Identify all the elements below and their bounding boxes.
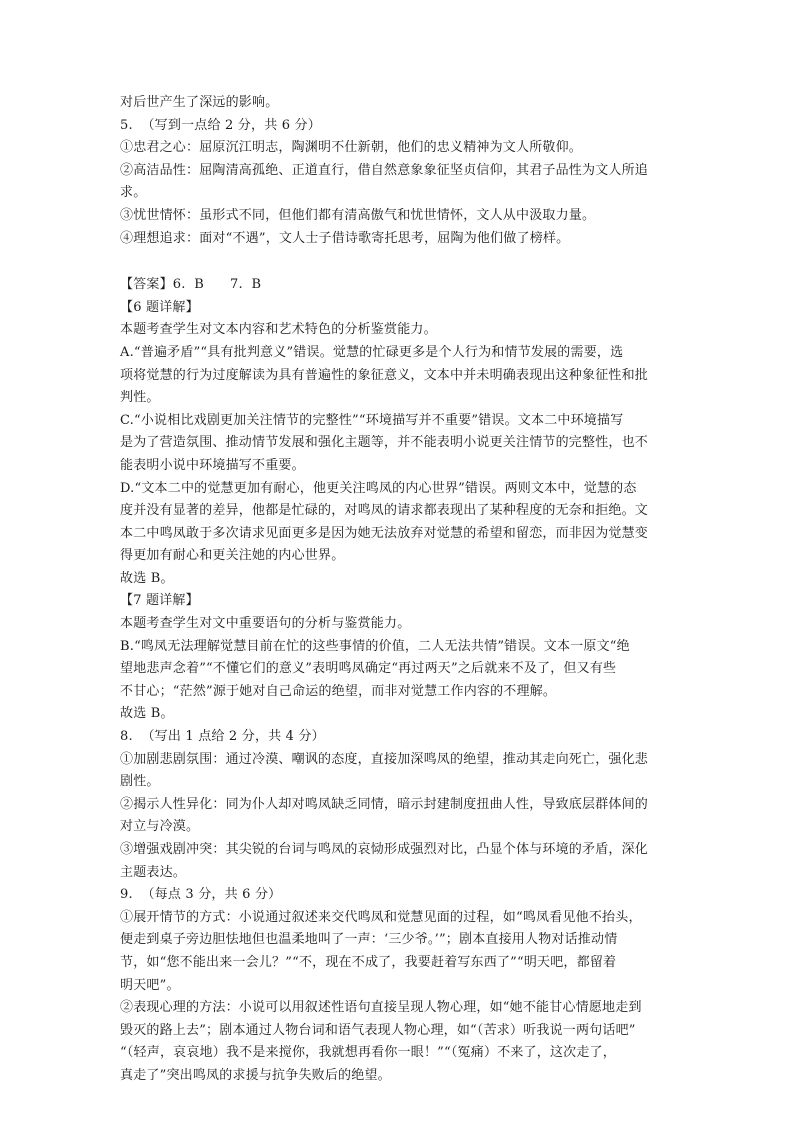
text-line: “（轻声，哀哀地）我不是来搅你，我就想再看你一眼！”“（冤痛）不来了，这次走了，	[120, 1045, 616, 1061]
document-page	[120, 92, 686, 1088]
text-line: 故选 B。	[120, 570, 174, 586]
text-line: 便走到桌子旁边胆怯地但也温柔地叫了一声：‘三少爷。’”；剧本直接用人物对话推动情	[120, 932, 618, 948]
text-line: 求。	[120, 185, 147, 201]
text-line: 本题考查学生对文中重要语句的分析与鉴赏能力。	[120, 616, 411, 632]
text-line: 毁灭的路上去”；剧本通过人物台词和语气表现人物心理，如“（苦求）听我说一两句话吧”	[120, 1022, 636, 1038]
text-line: ②揭示人性异化：同为仆人却对鸣凤缺乏同情，暗示封建制度扭曲人性，导致底层群体间的	[120, 796, 649, 812]
text-line: B.“鸣凤无法理解觉慧目前在忙的这些事情的价值，二人无法共情”错误。文本一原文“绝	[120, 638, 630, 654]
text-line: A.“普遍矛盾”“具有批判意义”错误。觉慧的忙碌更多是个人行为和情节发展的需要，选	[120, 344, 624, 360]
text-line: 望地悲声念着”“不懂它们的意义”表明鸣凤确定“再过两天”之后就来不及了，但又有些	[120, 661, 617, 677]
text-line: 明天吧”。	[120, 977, 180, 993]
text-line: ②表现心理的方法：小说可以用叙述性语句直接呈现人物心理，如“她不能甘心情愿地走到	[120, 1000, 642, 1016]
question-6-heading: 【6 题详解】	[120, 299, 199, 315]
text-line: C.“小说相比戏剧更加关注情节的完整性”“环境描写并不重要”错误。文本二中环境描写	[120, 412, 624, 428]
answer-key-heading: 【答案】6. B 7. B	[120, 277, 262, 293]
text-line: 得更加有耐心和更关注她的内心世界。	[120, 548, 345, 564]
answer-section-6-9	[120, 274, 686, 1087]
question-5-heading: 5. （写到一点给 2 分，共 6 分）	[120, 117, 321, 133]
text-line: ①加剧悲剧氛围：通过冷漠、嘲讽的态度，直接加深鸣凤的绝望，推动其走向死亡，强化悲	[120, 751, 649, 767]
text-line: ③增强戏剧冲突：其尖锐的台词与鸣凤的哀恸形成强烈对比，凸显个体与环境的矛盾，深化	[120, 842, 649, 857]
text-line: 本题考查学生对文本内容和艺术特色的分析鉴赏能力。	[120, 322, 437, 338]
text-line: 剧性。	[120, 774, 160, 790]
text-line: 节，如“您不能出来一会儿？”“不，现在不成了，我要赶着写东西了”“明天吧，都留着	[120, 954, 617, 970]
text-line: 故选 B。	[120, 706, 174, 722]
text-line: ④理想追求：面对“不遇”，文人士子借诗歌寄托思考，屈陶为他们做了榜样。	[120, 230, 570, 246]
text-line: ①忠君之心：屈原沉江明志，陶渊明不仕新朝，他们的忠义精神为文人所敬仰。	[120, 140, 583, 156]
text-line: 能表明小说中环境描写不重要。	[120, 457, 305, 473]
text-line: 真走了”突出鸣凤的求援与抗争失败后的绝望。	[120, 1067, 391, 1083]
paragraph-gap	[120, 250, 686, 274]
question-8-heading: 8. （写出 1 点给 2 分，共 4 分）	[120, 729, 325, 745]
text-line: 判性。	[120, 390, 160, 406]
question-9-heading: 9. （每点 3 分，共 6 分）	[120, 887, 282, 903]
answer-section-5	[120, 92, 686, 250]
text-line: 不甘心；“茫然”源于她对自己命运的绝望，而非对觉慧工作内容的不理解。	[120, 683, 557, 699]
text-line: 对立与冷漠。	[120, 819, 200, 835]
text-line: 本二中鸣凤敢于多次请求见面更多是因为她无法放弃对觉慧的希望和留恋，而非因为觉慧变	[120, 525, 649, 541]
text-line: 项将觉慧的行为过度解读为具有普遍性的象征意义，文本中并未明确表现出这种象征性和批	[120, 367, 649, 383]
question-7-heading: 【7 题详解】	[120, 593, 199, 609]
text-line: 对后世产生了深远的影响。	[120, 95, 279, 110]
text-line: D.“文本二中的觉慧更加有耐心，他更关注鸣凤的内心世界”错误。两则文本中，觉慧的态	[120, 480, 637, 496]
text-line: 是为了营造氛围、推动情节发展和强化主题等，并不能表明小说更关注情节的完整性，也不	[120, 435, 649, 451]
text-line: 主题表达。	[120, 864, 187, 880]
text-line: 度并没有显著的差异，他都是忙碌的，对鸣凤的请求都表现出了某种程度的无奈和拒绝。文	[120, 503, 649, 519]
text-line: ②高洁品性：屈陶清高孤绝、正道直行，借自然意象象征坚贞信仰，其君子品性为文人所追	[120, 162, 649, 178]
text-line: ③忧世情怀：虽形式不同，但他们都有清高傲气和忧世情怀，文人从中汲取力量。	[120, 207, 596, 223]
text-line: ①展开情节的方式：小说通过叙述来交代鸣凤和觉慧见面的过程，如“鸣凤看见他不抬头，	[120, 909, 642, 925]
